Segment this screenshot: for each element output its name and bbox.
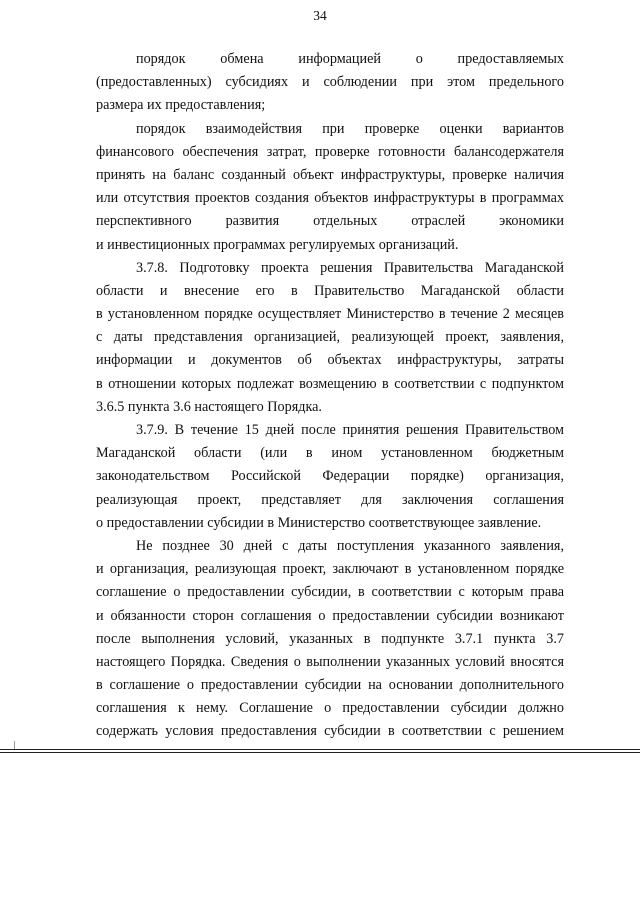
text-line: 3.7.9. В течение 15 дней после принятия решения Правительством <box>136 422 564 438</box>
text-line: в установленном порядке осуществляет Министерство в течение 2 месяцев <box>96 306 564 323</box>
text-line: Не позднее 30 дней с даты поступления указанного заявления, <box>136 537 564 554</box>
text-line: и обязанности сторон соглашения о предоставлении субсидии возникают <box>96 607 564 624</box>
text-line: 3.7.8. Подготовку проекта решения Правительства Магаданской <box>136 259 564 276</box>
text-line: реализующая проект, представляет для заключения соглашения <box>96 491 564 508</box>
text-line: информации и документов об объектах инфраструктуры, затраты <box>96 352 564 369</box>
text-line: после выполнения условий, указанных в подпункте 3.7.1 пункта 3.7 <box>96 630 564 647</box>
text-line: области и внесение его в Правительство Магаданской области <box>96 282 564 299</box>
text-line: и организация, реализующая проект, заключают в установленном порядке <box>96 561 564 578</box>
text-line: содержать условия предоставления субсидии в соответствии с решением <box>96 723 564 740</box>
text-line: (предоставленных) субсидиях и соблюдении при этом предельного <box>96 74 564 91</box>
document-body <box>96 48 564 744</box>
text-line: о предоставлении субсидии в Министерство соответствующее заявление. <box>96 514 542 531</box>
page-bottom-rule-secondary <box>0 752 640 753</box>
text-line: или отсутствия проектов создания объектов инфраструктуры в программах <box>96 190 564 207</box>
text-line: порядок обмена информацией о предоставляемых <box>136 51 564 67</box>
text-line: настоящего Порядка. Сведения о выполнении указанных условий вносятся <box>96 653 564 670</box>
text-line: Магаданской области (или в ином установленном бюджетным <box>96 445 564 462</box>
text-line: в соглашение о предоставлении субсидии на основании дополнительного <box>96 677 564 694</box>
text-line: 3.6.5 пункта 3.6 настоящего Порядка. <box>96 398 322 415</box>
text-line: соглашения к нему. Соглашение о предоставлении субсидии должно <box>96 700 564 717</box>
text-line: принять на баланс созданный объект инфраструктуры, проверке наличия <box>96 166 564 183</box>
text-line: законодательством Российской Федерации порядке) организация, <box>96 468 564 485</box>
text-line: с даты представления организацией, реализующей проект, заявления, <box>96 329 564 346</box>
text-line: в отношении которых подлежат возмещению в соответствии с подпунктом <box>96 375 564 392</box>
scan-artifact <box>14 741 15 749</box>
page-bottom-rule <box>0 749 640 750</box>
text-line: размера их предоставления; <box>96 97 266 114</box>
text-line: соглашение о предоставлении субсидии, в соответствии с которым права <box>96 584 564 601</box>
page-number: 34 <box>313 8 327 23</box>
text-line: перспективного развития отдельных отраслей экономики <box>96 213 564 230</box>
text-line: порядок взаимодействия при проверке оценки вариантов <box>136 120 564 137</box>
text-line: и инвестиционных программах регулируемых организаций. <box>96 236 459 253</box>
text-line: финансового обеспечения затрат, проверке готовности балансодержателя <box>96 143 564 160</box>
